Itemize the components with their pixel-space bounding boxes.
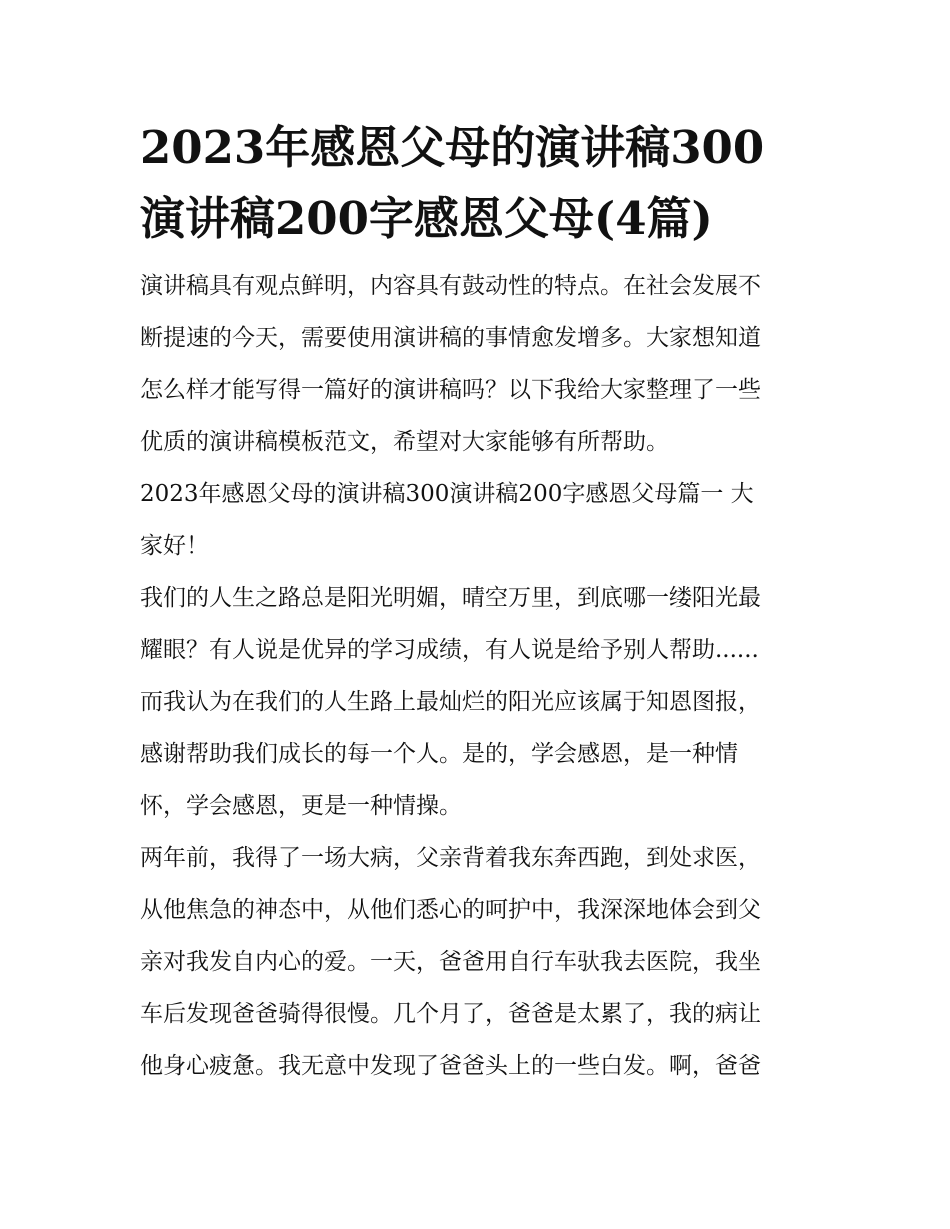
title-line-2: 演讲稿200字感恩父母(4篇) [140,192,713,245]
text-line: 从他焦急的神态中，从他们悉心的呵护中，我深深地体会到父 [140,897,761,923]
paragraph-sunshine [140,572,812,832]
document-title [140,112,812,254]
paragraph-section-heading [140,468,812,572]
paragraph-intro [140,260,812,468]
text-line: 耀眼？有人说是优异的学习成绩，有人说是给予别人帮助...... [140,637,759,663]
text-line: 家好！ [140,533,209,559]
text-line: 2023年感恩父母的演讲稿300演讲稿200字感恩父母篇一 大 [140,481,754,507]
text-line: 亲对我发自内心的爱。一天，爸爸用自行车驮我去医院，我坐 [140,949,761,975]
text-line: 车后发现爸爸骑得很慢。几个月了，爸爸是太累了，我的病让 [140,1001,761,1027]
document-body [140,260,812,1092]
text-line: 他身心疲惫。我无意中发现了爸爸头上的一些白发。啊，爸爸 [140,1053,761,1079]
text-line: 怀，学会感恩，更是一种情操。 [140,793,462,819]
text-line: 两年前，我得了一场大病，父亲背着我东奔西跑，到处求医， [140,845,761,871]
text-line: 优质的演讲稿模板范文，希望对大家能够有所帮助。 [140,429,669,455]
text-line: 断提速的今天，需要使用演讲稿的事情愈发增多。大家想知道 [140,325,761,351]
text-line: 我们的人生之路总是阳光明媚，晴空万里，到底哪一缕阳光最 [140,585,761,611]
text-line: 怎么样才能写得一篇好的演讲稿吗？以下我给大家整理了一些 [140,377,761,403]
text-line: 感谢帮助我们成长的每一个人。是的，学会感恩，是一种情 [140,741,738,767]
text-line: 演讲稿具有观点鲜明，内容具有鼓动性的特点。在社会发展不 [140,273,761,299]
text-line: 而我认为在我们的人生路上最灿烂的阳光应该属于知恩图报， [140,689,761,715]
title-line-1: 2023年感恩父母的演讲稿300 [140,121,765,174]
document-content [140,112,812,1092]
paragraph-illness [140,832,812,1092]
